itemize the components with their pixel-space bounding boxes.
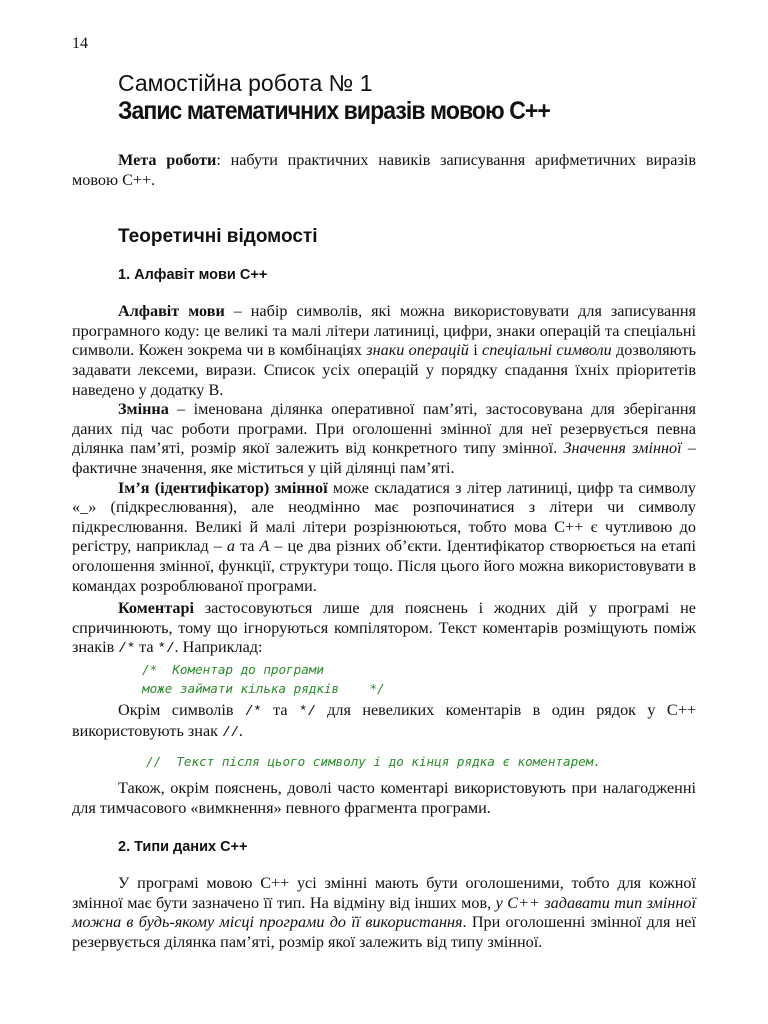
paragraph-debug-comments: Також, окрім пояснень, доволі часто коментарі використовують при налагодженні для тимчасового «вимкнення» певного фрагмента програми.: [72, 779, 696, 817]
term-identifier: Ім’я (ідентифікатор) змінної: [118, 478, 328, 497]
paragraph-alphabet: [72, 302, 696, 400]
goal-text: : набути практичних навиків записування арифметичних виразів мовою С++.: [72, 151, 696, 189]
code-example-multiline: [142, 660, 696, 698]
page-title: Запис математичних виразів мовою С++: [118, 97, 550, 125]
italic-example: A: [259, 537, 270, 556]
code-line: може займати кілька рядків */: [142, 680, 385, 696]
paragraph-identifier: [72, 479, 696, 597]
paragraph-text: застосовуються лише для пояснень і жодних дій у програмі не спричинюють, тому що ігноруються компілятором. Текст коментарів розміщують поміж знаків: [72, 599, 696, 657]
goal-label: Мета роботи: [118, 151, 217, 169]
italic-term: Значення змінної: [563, 439, 682, 458]
subsection-heading-alphabet: 1. Алфавіт мови С++: [118, 267, 268, 284]
paragraph-text: може складатися з літер латиниці, цифр та символу «_» (підкреслювання), але неодмінно має розпочинатися з літери чи символу підкреслювання. Великі й малі літери розрізнюються, тобто мова С++ є чутливою до регістру, наприклад –: [72, 478, 696, 556]
paragraph-text: Окрім символів: [118, 700, 245, 719]
paragraph-text: . Наприклад:: [174, 638, 263, 657]
paragraph-data-types: [72, 874, 696, 952]
goal-paragraph: [72, 151, 696, 190]
subsection-heading-data-types: 2. Типи даних С++: [118, 839, 248, 856]
paragraph-text: та: [261, 700, 299, 719]
inline-code: */: [157, 641, 175, 658]
work-subtitle: Самостійна робота № 1: [118, 70, 373, 96]
inline-code: //: [222, 725, 239, 742]
paragraph-text: .: [238, 722, 243, 741]
paragraph-text: – набір символів, які можна використовувати для записування програмного коду: це великі та малі літери латиниці, цифри, знаки операцій та спеціальні символи. Кожен зокрема чи в комбінаціях: [72, 302, 697, 360]
term-variable: Змінна: [118, 400, 169, 419]
paragraph-text: і: [468, 341, 483, 360]
italic-example: a: [226, 537, 235, 556]
code-line: /* Коментар до програми: [142, 661, 324, 677]
inline-code: /*: [244, 703, 262, 720]
section-heading-theory: Теоретичні відомості: [118, 226, 318, 248]
page-number: 14: [72, 35, 88, 52]
paragraph-variable: [72, 400, 696, 478]
italic-term: знаки операцій: [366, 341, 469, 360]
paragraph-text: У програмі мовою С++ усі змінні мають бути оголошеними, тобто для кожної змінної має бути зазначено її тип. На відміну від інших мов,: [72, 874, 696, 912]
paragraph-text: дозволяють задавати лексеми, вирази. Список усіх операцій у порядку спадання їхніх пріоритетів наведено у додатку В.: [72, 341, 696, 399]
paragraph-text: та: [234, 537, 260, 556]
paragraph-comments: [72, 599, 696, 660]
paragraph-text: . При оголошенні змінної для неї резервується ділянка пам’яті, розмір якої залежить від типу змінної.: [72, 913, 696, 952]
paragraph-text: та: [135, 638, 158, 657]
code-example-single-line: // Текст після цього символу і до кінця рядка є коментарем.: [146, 754, 601, 770]
paragraph-text: для невеликих коментарів в один рядок у С++ використовують знак: [72, 700, 696, 741]
inline-code: */: [298, 703, 316, 720]
paragraph-text: – фактичне значення, яке міститься у цій ділянці пам’яті.: [72, 439, 696, 477]
paragraph-single-line-comments: [72, 701, 696, 744]
paragraph-text: – іменована ділянка оперативної пам’яті, застосовувана для зберігання даних під час роботи програми. При оголошенні змінної для неї резервується певна ділянка пам’яті, розмір якої залежить від конкретного типу змінної.: [72, 400, 696, 458]
paragraph-text: – це два різних об’єкти. Ідентифікатор створюється на етапі оголошення змінної, функції, структури тощо. Після цього його можна використовувати в командах розроблюваної програми.: [72, 537, 696, 595]
term-alphabet: Алфавіт мови: [118, 302, 225, 321]
italic-phrase: у С++ задавати тип змінної можна в будь-якому місці програми до її використання: [72, 893, 696, 932]
italic-term: спеціальні символи: [482, 341, 612, 360]
term-comments: Коментарі: [118, 599, 194, 618]
inline-code: /*: [118, 641, 136, 658]
